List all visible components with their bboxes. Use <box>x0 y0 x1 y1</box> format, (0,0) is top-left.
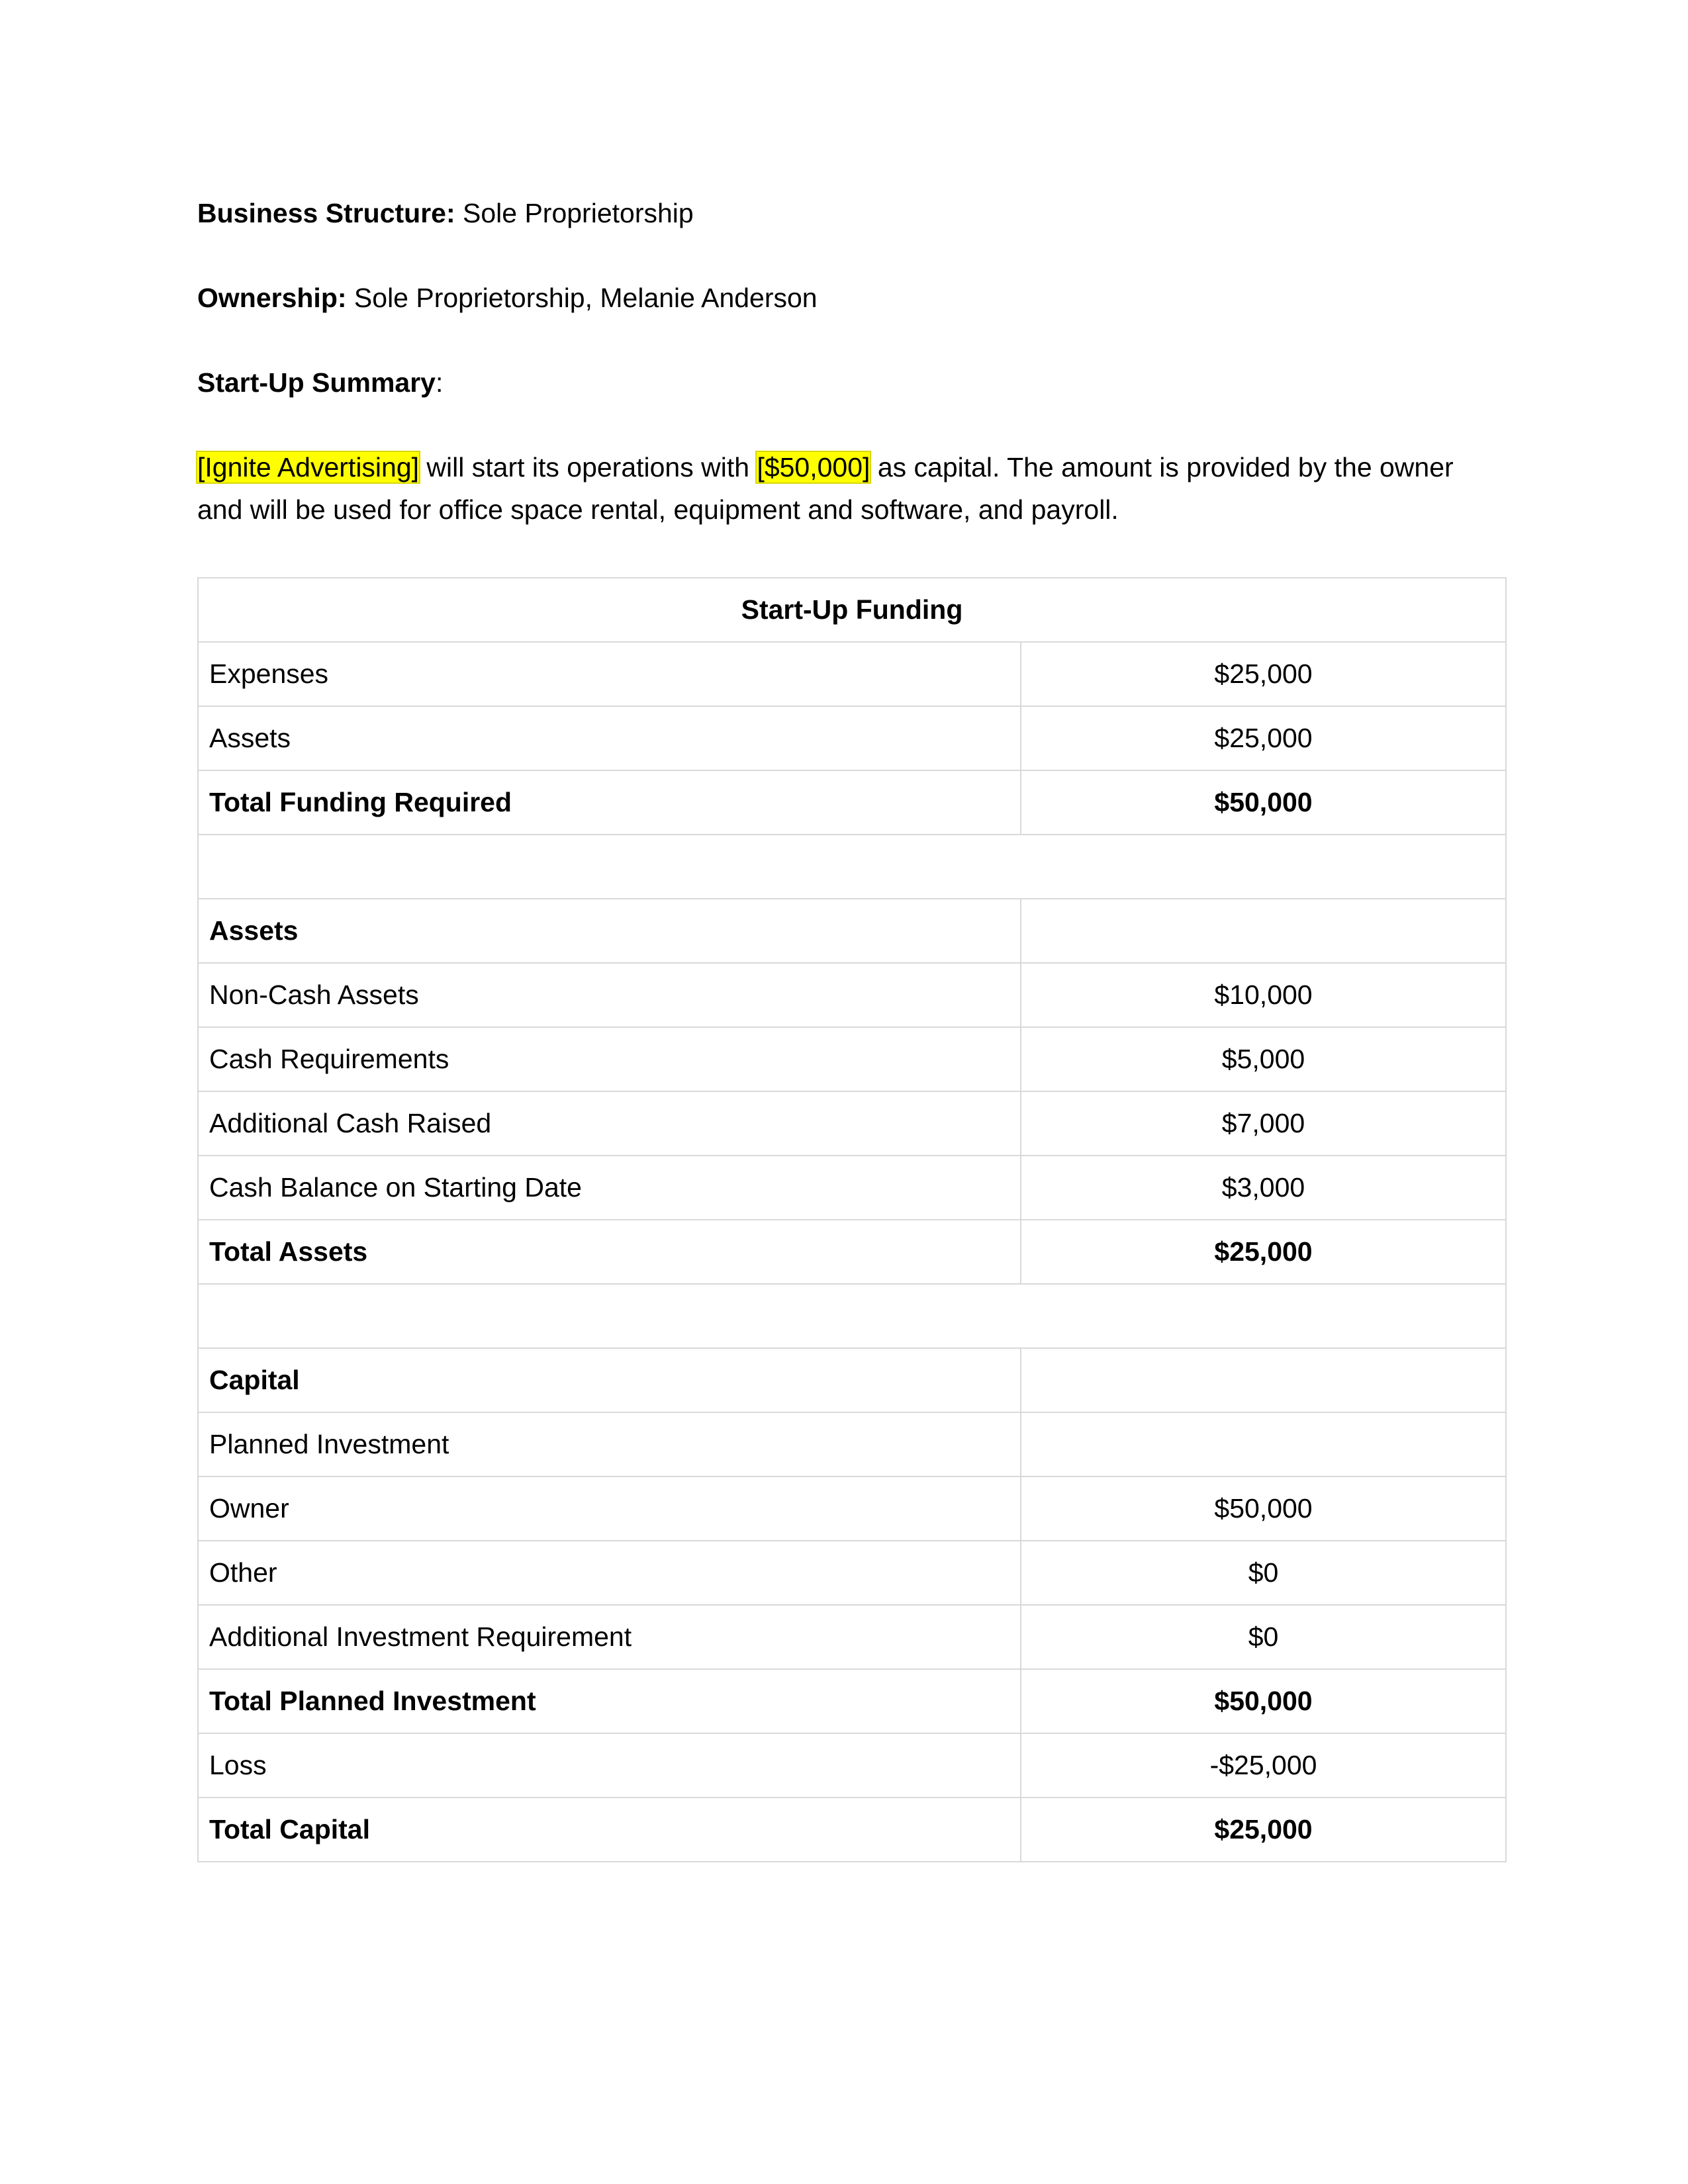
row-value: $10,000 <box>1021 963 1506 1027</box>
row-value: $50,000 <box>1021 770 1506 835</box>
table-row <box>198 963 1506 1027</box>
table-row <box>198 1348 1506 1412</box>
row-label: Other <box>198 1541 1021 1605</box>
row-label: Assets <box>198 899 1021 963</box>
row-label: Total Planned Investment <box>198 1669 1021 1733</box>
startup-summary-heading <box>197 361 1505 404</box>
row-value: -$25,000 <box>1021 1733 1506 1797</box>
row-label: Total Assets <box>198 1220 1021 1284</box>
row-label: Additional Investment Requirement <box>198 1605 1021 1669</box>
ownership-label: Ownership: <box>197 283 347 313</box>
table-row <box>198 1027 1506 1091</box>
startup-summary-colon: : <box>435 367 444 398</box>
spacer-cell <box>198 835 1506 899</box>
row-value: $25,000 <box>1021 1797 1506 1862</box>
table-row <box>198 1669 1506 1733</box>
row-label: Owner <box>198 1477 1021 1541</box>
row-label: Planned Investment <box>198 1412 1021 1477</box>
row-value: $50,000 <box>1021 1669 1506 1733</box>
row-label: Assets <box>198 706 1021 770</box>
table-row <box>198 1541 1506 1605</box>
row-label: Cash Balance on Starting Date <box>198 1156 1021 1220</box>
row-value: $25,000 <box>1021 706 1506 770</box>
capital-amount-highlight: [$50,000] <box>757 452 870 482</box>
business-structure-value: Sole Proprietorship <box>455 198 694 228</box>
row-value <box>1021 899 1506 963</box>
summary-text-2: as capital. The amount is provided by the owner and will be used for office space rental, equipment and software, and payroll. <box>197 452 1454 525</box>
row-label: Capital <box>198 1348 1021 1412</box>
row-value: $7,000 <box>1021 1091 1506 1156</box>
business-structure-line <box>197 192 1505 234</box>
table-row <box>198 1477 1506 1541</box>
business-structure-label: Business Structure: <box>197 198 455 228</box>
row-value: $0 <box>1021 1605 1506 1669</box>
document-body <box>197 192 1505 531</box>
startup-funding-table <box>197 577 1507 1862</box>
row-value <box>1021 1348 1506 1412</box>
ownership-line <box>197 277 1505 319</box>
table-row <box>198 1156 1506 1220</box>
table-row <box>198 770 1506 835</box>
table-spacer-row <box>198 835 1506 899</box>
row-value <box>1021 1412 1506 1477</box>
startup-summary-label: Start-Up Summary <box>197 367 436 398</box>
table-header-row <box>198 578 1506 642</box>
table-row <box>198 642 1506 706</box>
table-row <box>198 1605 1506 1669</box>
row-label: Total Capital <box>198 1797 1021 1862</box>
row-value: $5,000 <box>1021 1027 1506 1091</box>
ownership-value: Sole Proprietorship, Melanie Anderson <box>346 283 818 313</box>
company-name-highlight: [Ignite Advertising] <box>197 452 420 482</box>
table-row <box>198 1733 1506 1797</box>
spacer-cell <box>198 1284 1506 1348</box>
row-label: Loss <box>198 1733 1021 1797</box>
table-row <box>198 1091 1506 1156</box>
table-row <box>198 1220 1506 1284</box>
row-value: $3,000 <box>1021 1156 1506 1220</box>
row-label: Cash Requirements <box>198 1027 1021 1091</box>
row-value: $50,000 <box>1021 1477 1506 1541</box>
summary-paragraph <box>197 446 1505 531</box>
table-title: Start-Up Funding <box>198 578 1506 642</box>
table-row <box>198 1412 1506 1477</box>
row-value: $0 <box>1021 1541 1506 1605</box>
row-value: $25,000 <box>1021 1220 1506 1284</box>
row-label: Total Funding Required <box>198 770 1021 835</box>
row-label: Expenses <box>198 642 1021 706</box>
summary-text-1: will start its operations with <box>419 452 757 482</box>
table-body <box>198 642 1506 1862</box>
row-value: $25,000 <box>1021 642 1506 706</box>
table-row <box>198 899 1506 963</box>
row-label: Additional Cash Raised <box>198 1091 1021 1156</box>
table-row <box>198 706 1506 770</box>
row-label: Non-Cash Assets <box>198 963 1021 1027</box>
table-row <box>198 1797 1506 1862</box>
table-spacer-row <box>198 1284 1506 1348</box>
